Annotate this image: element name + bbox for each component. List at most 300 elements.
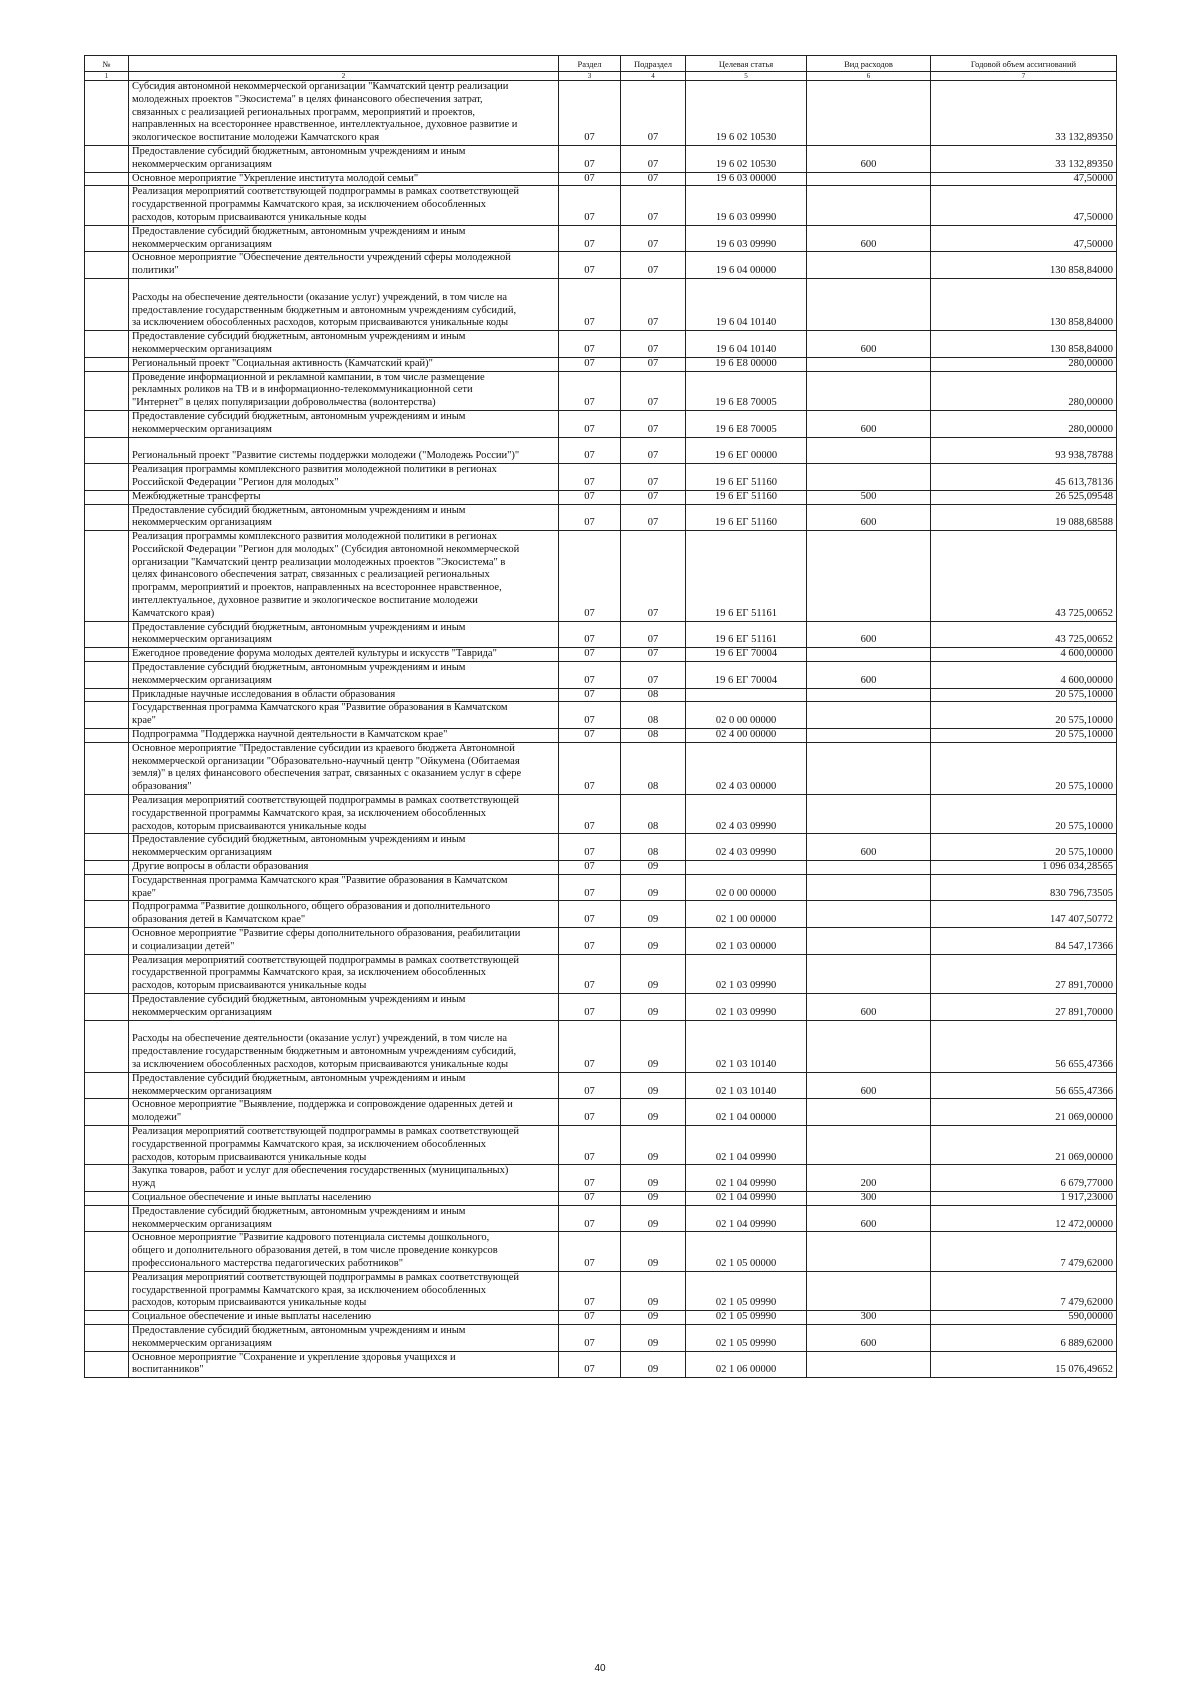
table-row (85, 172, 1117, 186)
row-subsection: 08 (621, 742, 686, 794)
table-row (85, 186, 1117, 225)
row-section: 07 (559, 371, 621, 410)
row-amount: 33 132,89350 (931, 145, 1117, 172)
row-amount: 147 407,50772 (931, 901, 1117, 928)
row-target-article: 19 6 02 10530 (686, 81, 807, 146)
row-amount: 130 858,84000 (931, 252, 1117, 279)
row-expense-type (807, 357, 931, 371)
row-section: 07 (559, 928, 621, 955)
header-row (85, 56, 1117, 72)
row-expense-type: 300 (807, 1191, 931, 1205)
row-section: 07 (559, 252, 621, 279)
row-amount: 7 479,62000 (931, 1232, 1117, 1271)
row-number-cell (85, 1020, 129, 1072)
row-name: Основное мероприятие "Предоставление субсидии из краевого бюджета Автономной некоммерческой организации "Образовательно-научный центр "Ойкумена (Обитаемая земля)" в целях финансового обеспечения затрат, связанных с оказанием услуг в сфере образования" (129, 742, 559, 794)
row-section: 07 (559, 993, 621, 1020)
row-name: Реализация программы комплексного развития молодежной политики в регионах Российской Федерации "Регион для молодых" (Субсидия автономной некоммерческой организации "Камчатский центр реализации молодежных проектов "Экосистема" в целях финансового обеспечения затрат, связанных с реализацией региональных программ, мероприятий и проектов, направленных на всестороннее нравственное, интеллектуальное, духовное развитие и экологическое воспитание молодежи Камчатского края) (129, 531, 559, 622)
row-section: 07 (559, 954, 621, 993)
row-expense-type (807, 742, 931, 794)
header-annual-amount: Годовой объем ассигнований (931, 56, 1117, 72)
row-name: Расходы на обеспечение деятельности (оказание услуг) учреждений, в том числе на предоставление государственным бюджетным и автономным учреждениям субсидий, за исключением обособленных расходов, которым присваиваются уникальные коды (129, 278, 559, 330)
row-target-article: 19 6 04 10140 (686, 278, 807, 330)
table-row (85, 1324, 1117, 1351)
row-number-cell (85, 1099, 129, 1126)
row-target-article: 02 1 05 09990 (686, 1271, 807, 1310)
row-amount: 19 088,68588 (931, 504, 1117, 531)
table-row (85, 1165, 1117, 1192)
row-section: 07 (559, 742, 621, 794)
row-amount: 280,00000 (931, 371, 1117, 410)
row-subsection: 07 (621, 531, 686, 622)
row-target-article: 02 1 04 09990 (686, 1165, 807, 1192)
row-section: 07 (559, 81, 621, 146)
row-expense-type (807, 1020, 931, 1072)
row-name: Реализация мероприятий соответствующей подпрограммы в рамках соответствующей государственной программы Камчатского края, за исключением обособленных расходов, которым присваиваются уникальные коды (129, 1125, 559, 1164)
row-name: Другие вопросы в области образования (129, 861, 559, 875)
row-section: 07 (559, 410, 621, 437)
row-section: 07 (559, 186, 621, 225)
row-expense-type: 600 (807, 504, 931, 531)
row-amount: 20 575,10000 (931, 702, 1117, 729)
table-row (85, 1072, 1117, 1099)
row-number-cell (85, 1165, 129, 1192)
table-row (85, 795, 1117, 834)
row-section: 07 (559, 490, 621, 504)
row-target-article: 02 1 06 00000 (686, 1351, 807, 1378)
row-section: 07 (559, 1232, 621, 1271)
row-expense-type (807, 901, 931, 928)
row-name: Предоставление субсидий бюджетным, автономным учреждениям и иным некоммерческим организациям (129, 145, 559, 172)
row-number-cell (85, 874, 129, 901)
row-expense-type (807, 371, 931, 410)
row-subsection: 07 (621, 490, 686, 504)
table-row (85, 410, 1117, 437)
table-row (85, 874, 1117, 901)
row-target-article: 02 1 03 00000 (686, 928, 807, 955)
row-amount: 590,00000 (931, 1311, 1117, 1325)
row-target-article: 19 6 02 10530 (686, 145, 807, 172)
row-target-article: 19 6 EГ 70004 (686, 648, 807, 662)
row-section: 07 (559, 621, 621, 648)
table-row (85, 504, 1117, 531)
row-target-article: 02 1 04 09990 (686, 1125, 807, 1164)
row-subsection: 08 (621, 729, 686, 743)
row-subsection: 07 (621, 278, 686, 330)
row-subsection: 09 (621, 1232, 686, 1271)
row-subsection: 09 (621, 1351, 686, 1378)
row-section: 07 (559, 901, 621, 928)
row-section: 07 (559, 1311, 621, 1325)
column-number: 5 (686, 72, 807, 81)
row-target-article: 19 6 E8 70005 (686, 371, 807, 410)
row-subsection: 07 (621, 357, 686, 371)
row-amount: 1 917,23000 (931, 1191, 1117, 1205)
row-number-cell (85, 531, 129, 622)
row-number-cell (85, 1311, 129, 1325)
row-expense-type (807, 1351, 931, 1378)
table-row (85, 490, 1117, 504)
row-subsection: 09 (621, 993, 686, 1020)
table-row (85, 688, 1117, 702)
row-amount: 6 889,62000 (931, 1324, 1117, 1351)
row-amount: 45 613,78136 (931, 464, 1117, 491)
row-number-cell (85, 1324, 129, 1351)
row-target-article: 02 1 05 09990 (686, 1324, 807, 1351)
row-name: Региональный проект "Социальная активность (Камчатский край)" (129, 357, 559, 371)
row-number-cell (85, 490, 129, 504)
header-no: № (85, 56, 129, 72)
table-row (85, 225, 1117, 252)
row-subsection: 07 (621, 464, 686, 491)
row-amount: 130 858,84000 (931, 331, 1117, 358)
row-expense-type (807, 531, 931, 622)
row-subsection: 09 (621, 1191, 686, 1205)
column-number-row (85, 72, 1117, 81)
row-amount: 27 891,70000 (931, 954, 1117, 993)
row-number-cell (85, 357, 129, 371)
row-name: Предоставление субсидий бюджетным, автономным учреждениям и иным некоммерческим организациям (129, 331, 559, 358)
row-expense-type: 600 (807, 410, 931, 437)
row-section: 07 (559, 331, 621, 358)
row-expense-type (807, 874, 931, 901)
table-row (85, 357, 1117, 371)
row-section: 07 (559, 145, 621, 172)
row-section: 07 (559, 688, 621, 702)
table-row (85, 145, 1117, 172)
row-name: Реализация мероприятий соответствующей подпрограммы в рамках соответствующей государственной программы Камчатского края, за исключением обособленных расходов, которым присваиваются уникальные коды (129, 795, 559, 834)
row-number-cell (85, 464, 129, 491)
table-row (85, 928, 1117, 955)
row-target-article: 02 1 03 09990 (686, 993, 807, 1020)
row-target-article: 02 4 03 09990 (686, 795, 807, 834)
row-number-cell (85, 278, 129, 330)
table-row (85, 834, 1117, 861)
row-expense-type (807, 795, 931, 834)
row-expense-type: 600 (807, 621, 931, 648)
row-expense-type: 600 (807, 1324, 931, 1351)
row-section: 07 (559, 1072, 621, 1099)
row-amount: 47,50000 (931, 186, 1117, 225)
row-expense-type (807, 688, 931, 702)
row-amount: 56 655,47366 (931, 1020, 1117, 1072)
table-row (85, 621, 1117, 648)
row-subsection: 07 (621, 331, 686, 358)
row-section: 07 (559, 1099, 621, 1126)
row-section: 07 (559, 464, 621, 491)
row-amount: 56 655,47366 (931, 1072, 1117, 1099)
row-subsection: 08 (621, 834, 686, 861)
row-target-article: 02 0 00 00000 (686, 702, 807, 729)
row-section: 07 (559, 834, 621, 861)
row-amount: 280,00000 (931, 410, 1117, 437)
table-row (85, 1311, 1117, 1325)
row-number-cell (85, 225, 129, 252)
table-row (85, 1271, 1117, 1310)
row-expense-type (807, 702, 931, 729)
row-target-article: 19 6 03 00000 (686, 172, 807, 186)
row-name: Реализация программы комплексного развития молодежной политики в регионах Российской Федерации "Регион для молодых" (129, 464, 559, 491)
row-number-cell (85, 172, 129, 186)
row-subsection: 09 (621, 1311, 686, 1325)
row-section: 07 (559, 874, 621, 901)
row-name: Основное мероприятие "Развитие сферы дополнительного образования, реабилитации и социализации детей" (129, 928, 559, 955)
header-subsection: Подраздел (621, 56, 686, 72)
row-expense-type: 600 (807, 834, 931, 861)
row-subsection: 07 (621, 410, 686, 437)
row-name: Основное мероприятие "Обеспечение деятельности учреждений сферы молодежной политики" (129, 252, 559, 279)
table-row (85, 464, 1117, 491)
row-subsection: 07 (621, 172, 686, 186)
row-number-cell (85, 662, 129, 689)
row-section: 07 (559, 357, 621, 371)
row-name: Проведение информационной и рекламной кампании, в том числе размещение рекламных роликов на ТВ и в информационно-телекоммуникационной сети "Интернет" в целях популяризации добровольчества (волонтерства) (129, 371, 559, 410)
table-row (85, 531, 1117, 622)
row-name: Предоставление субсидий бюджетным, автономным учреждениям и иным некоммерческим организациям (129, 1072, 559, 1099)
row-section: 07 (559, 662, 621, 689)
row-target-article: 02 1 04 00000 (686, 1099, 807, 1126)
row-amount: 20 575,10000 (931, 834, 1117, 861)
row-number-cell (85, 648, 129, 662)
row-number-cell (85, 688, 129, 702)
table-row (85, 81, 1117, 146)
row-amount: 1 096 034,28565 (931, 861, 1117, 875)
row-target-article: 02 4 03 09990 (686, 834, 807, 861)
table-row (85, 1232, 1117, 1271)
row-number-cell (85, 928, 129, 955)
row-name: Основное мероприятие "Развитие кадрового потенциала системы дошкольного, общего и дополнительного образования детей, в том числе проведение конкурсов профессионального мастерства педагогических работников" (129, 1232, 559, 1271)
row-subsection: 09 (621, 1020, 686, 1072)
row-amount: 20 575,10000 (931, 729, 1117, 743)
row-name: Социальное обеспечение и иные выплаты населению (129, 1191, 559, 1205)
row-section: 07 (559, 648, 621, 662)
row-subsection: 09 (621, 901, 686, 928)
row-section: 07 (559, 1324, 621, 1351)
budget-table (84, 55, 1117, 1378)
row-target-article: 19 6 EГ 51160 (686, 504, 807, 531)
row-subsection: 07 (621, 145, 686, 172)
row-section: 07 (559, 1205, 621, 1232)
table-row (85, 662, 1117, 689)
row-name: Реализация мероприятий соответствующей подпрограммы в рамках соответствующей государственной программы Камчатского края, за исключением обособленных расходов, которым присваиваются уникальные коды (129, 954, 559, 993)
row-subsection: 09 (621, 1099, 686, 1126)
row-expense-type (807, 278, 931, 330)
row-name: Прикладные научные исследования в области образования (129, 688, 559, 702)
table-row (85, 371, 1117, 410)
row-number-cell (85, 795, 129, 834)
row-expense-type (807, 81, 931, 146)
row-name: Предоставление субсидий бюджетным, автономным учреждениям и иным некоммерческим организациям (129, 834, 559, 861)
row-section: 07 (559, 861, 621, 875)
row-target-article: 02 1 03 10140 (686, 1020, 807, 1072)
row-name: Основное мероприятие "Укрепление института молодой семьи" (129, 172, 559, 186)
row-section: 07 (559, 172, 621, 186)
row-number-cell (85, 81, 129, 146)
row-section: 07 (559, 729, 621, 743)
table-row (85, 901, 1117, 928)
row-expense-type: 600 (807, 225, 931, 252)
row-target-article: 02 1 04 09990 (686, 1191, 807, 1205)
row-amount: 4 600,00000 (931, 648, 1117, 662)
row-expense-type: 600 (807, 331, 931, 358)
row-amount: 12 472,00000 (931, 1205, 1117, 1232)
row-target-article: 02 1 03 10140 (686, 1072, 807, 1099)
row-target-article: 19 6 EГ 00000 (686, 437, 807, 464)
row-subsection: 09 (621, 954, 686, 993)
row-number-cell (85, 371, 129, 410)
row-name: Ежегодное проведение форума молодых деятелей культуры и искусств "Таврида" (129, 648, 559, 662)
row-amount: 4 600,00000 (931, 662, 1117, 689)
row-expense-type: 300 (807, 1311, 931, 1325)
row-expense-type (807, 861, 931, 875)
row-subsection: 09 (621, 1165, 686, 1192)
row-amount: 21 069,00000 (931, 1099, 1117, 1126)
row-name: Реализация мероприятий соответствующей подпрограммы в рамках соответствующей государственной программы Камчатского края, за исключением обособленных расходов, которым присваиваются уникальные коды (129, 1271, 559, 1310)
row-number-cell (85, 834, 129, 861)
row-expense-type (807, 464, 931, 491)
row-target-article: 02 1 05 00000 (686, 1232, 807, 1271)
row-expense-type: 600 (807, 145, 931, 172)
row-subsection: 07 (621, 648, 686, 662)
row-number-cell (85, 1271, 129, 1310)
row-expense-type: 600 (807, 662, 931, 689)
table-row (85, 278, 1117, 330)
row-section: 07 (559, 504, 621, 531)
row-name: Закупка товаров, работ и услуг для обеспечения государственных (муниципальных) нужд (129, 1165, 559, 1192)
row-target-article: 02 1 00 00000 (686, 901, 807, 928)
row-target-article: 19 6 03 09990 (686, 186, 807, 225)
row-section: 07 (559, 1125, 621, 1164)
column-number: 7 (931, 72, 1117, 81)
row-target-article (686, 861, 807, 875)
row-section: 07 (559, 531, 621, 622)
table-row (85, 1099, 1117, 1126)
row-expense-type (807, 172, 931, 186)
row-expense-type: 600 (807, 1205, 931, 1232)
row-expense-type: 600 (807, 1072, 931, 1099)
row-target-article: 19 6 EГ 70004 (686, 662, 807, 689)
header-expense-type: Вид расходов (807, 56, 931, 72)
row-amount: 47,50000 (931, 225, 1117, 252)
row-name: Региональный проект "Развитие системы поддержки молодежи ("Молодежь России")" (129, 437, 559, 464)
row-number-cell (85, 1351, 129, 1378)
table-row (85, 954, 1117, 993)
row-amount: 130 858,84000 (931, 278, 1117, 330)
row-expense-type (807, 729, 931, 743)
row-amount: 15 076,49652 (931, 1351, 1117, 1378)
header-name (129, 56, 559, 72)
row-amount: 20 575,10000 (931, 742, 1117, 794)
row-amount: 84 547,17366 (931, 928, 1117, 955)
row-expense-type: 200 (807, 1165, 931, 1192)
header-section: Раздел (559, 56, 621, 72)
row-section: 07 (559, 1191, 621, 1205)
row-amount: 6 679,77000 (931, 1165, 1117, 1192)
row-expense-type (807, 954, 931, 993)
row-expense-type: 500 (807, 490, 931, 504)
row-subsection: 08 (621, 702, 686, 729)
row-number-cell (85, 861, 129, 875)
table-row (85, 331, 1117, 358)
table-row (85, 1191, 1117, 1205)
row-name: Реализация мероприятий соответствующей подпрограммы в рамках соответствующей государственной программы Камчатского края, за исключением обособленных расходов, которым присваиваются уникальные коды (129, 186, 559, 225)
row-name: Субсидия автономной некоммерческой организации "Камчатский центр реализации молодежных проектов "Экосистема" в целях финансового обеспечения затрат, связанных с реализацией региональных программ, мероприятий и проектов, направленных на всестороннее нравственное, интеллектуальное, духовное развитие и экологическое воспитание молодежи Камчатского края (129, 81, 559, 146)
row-expense-type (807, 1099, 931, 1126)
table-row (85, 1020, 1117, 1072)
row-target-article: 19 6 E8 00000 (686, 357, 807, 371)
row-expense-type (807, 648, 931, 662)
row-subsection: 09 (621, 1072, 686, 1099)
row-subsection: 08 (621, 688, 686, 702)
row-target-article (686, 688, 807, 702)
row-target-article: 19 6 04 10140 (686, 331, 807, 358)
column-number: 1 (85, 72, 129, 81)
row-number-cell (85, 1205, 129, 1232)
row-section: 07 (559, 1165, 621, 1192)
row-target-article: 02 1 03 09990 (686, 954, 807, 993)
row-subsection: 09 (621, 861, 686, 875)
row-name: Предоставление субсидий бюджетным, автономным учреждениям и иным некоммерческим организациям (129, 993, 559, 1020)
row-number-cell (85, 742, 129, 794)
row-amount: 20 575,10000 (931, 795, 1117, 834)
row-expense-type (807, 252, 931, 279)
row-subsection: 07 (621, 504, 686, 531)
row-expense-type (807, 928, 931, 955)
row-name: Межбюджетные трансферты (129, 490, 559, 504)
row-target-article: 19 6 E8 70005 (686, 410, 807, 437)
row-amount: 27 891,70000 (931, 993, 1117, 1020)
row-section: 07 (559, 278, 621, 330)
row-number-cell (85, 1191, 129, 1205)
row-number-cell (85, 331, 129, 358)
column-number: 3 (559, 72, 621, 81)
table-row (85, 729, 1117, 743)
row-amount: 26 525,09548 (931, 490, 1117, 504)
row-number-cell (85, 252, 129, 279)
row-target-article: 02 4 03 00000 (686, 742, 807, 794)
row-name: Основное мероприятие "Сохранение и укрепление здоровья учащихся и воспитанников" (129, 1351, 559, 1378)
table-row (85, 1351, 1117, 1378)
row-subsection: 09 (621, 1125, 686, 1164)
row-subsection: 09 (621, 874, 686, 901)
row-name: Расходы на обеспечение деятельности (оказание услуг) учреждений, в том числе на предоставление государственным бюджетным и автономным учреждениям субсидий, за исключением обособленных расходов, которым присваиваются уникальные коды (129, 1020, 559, 1072)
row-subsection: 07 (621, 186, 686, 225)
row-subsection: 07 (621, 252, 686, 279)
row-amount: 7 479,62000 (931, 1271, 1117, 1310)
row-subsection: 07 (621, 437, 686, 464)
row-amount: 93 938,78788 (931, 437, 1117, 464)
row-expense-type (807, 1125, 931, 1164)
row-number-cell (85, 1232, 129, 1271)
row-number-cell (85, 901, 129, 928)
row-target-article: 19 6 EГ 51161 (686, 621, 807, 648)
row-amount: 33 132,89350 (931, 81, 1117, 146)
row-number-cell (85, 186, 129, 225)
row-target-article: 19 6 EГ 51161 (686, 531, 807, 622)
row-section: 07 (559, 795, 621, 834)
row-number-cell (85, 504, 129, 531)
table-row (85, 1205, 1117, 1232)
table-row (85, 1125, 1117, 1164)
row-subsection: 07 (621, 81, 686, 146)
row-number-cell (85, 993, 129, 1020)
row-amount: 43 725,00652 (931, 621, 1117, 648)
row-name: Государственная программа Камчатского края "Развитие образования в Камчатском крае" (129, 874, 559, 901)
row-number-cell (85, 729, 129, 743)
table-row (85, 742, 1117, 794)
row-section: 07 (559, 1271, 621, 1310)
row-target-article: 02 4 00 00000 (686, 729, 807, 743)
row-subsection: 07 (621, 225, 686, 252)
